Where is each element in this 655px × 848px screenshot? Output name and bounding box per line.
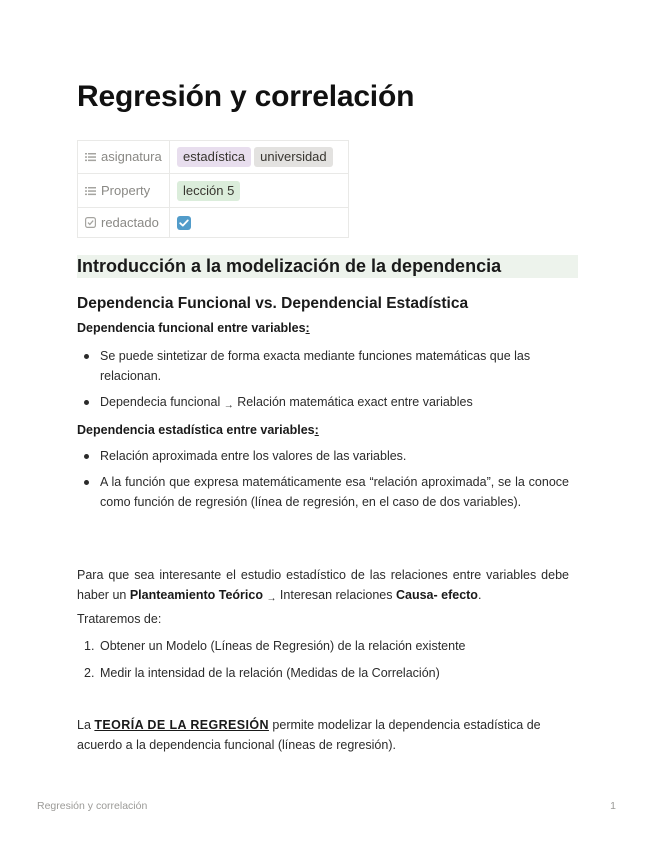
subsection-heading: Dependencia Funcional vs. Dependencial Estadística bbox=[77, 295, 469, 312]
property-value[interactable] bbox=[170, 141, 349, 174]
subheading-text: Dependencia estadística entre variables bbox=[77, 423, 315, 437]
paragraph bbox=[77, 715, 569, 755]
list-number: 2. bbox=[84, 666, 95, 680]
list-item-text: A la función que expresa matemáticamente esa “relación aproximada”, se la conoce como función de regresión (línea de regresión, en el caso de dos variables). bbox=[100, 475, 569, 509]
checked-checkbox-icon[interactable] bbox=[177, 216, 191, 230]
list-item bbox=[84, 346, 569, 386]
property-key-label: asignatura bbox=[101, 149, 162, 164]
property-row bbox=[78, 141, 349, 174]
tag-estadistica[interactable]: estadística bbox=[177, 147, 251, 167]
list-text-b: Relación matemática exact entre variables bbox=[237, 395, 473, 409]
list-text-a: Dependecia funcional bbox=[100, 395, 221, 409]
subheading-estadistica bbox=[77, 422, 319, 438]
footer-page-number: 1 bbox=[610, 800, 616, 812]
paragraph bbox=[77, 565, 569, 609]
list-icon bbox=[85, 150, 96, 165]
list-item-text: Se puede sintetizar de forma exacta mediante funciones matemáticas que las relacionan. bbox=[100, 349, 531, 383]
arrow-icon: → bbox=[223, 400, 234, 411]
bullet-icon bbox=[84, 400, 89, 405]
list-number: 1. bbox=[84, 639, 95, 653]
bold-text: Causa- efecto bbox=[395, 588, 478, 602]
footer-title: Regresión y correlación bbox=[37, 800, 148, 812]
ordered-list-item bbox=[84, 636, 569, 656]
list-icon bbox=[85, 184, 96, 199]
paragraph-text: Para que sea interesante el estudio estadístico de las relaciones entre variables debe haber un bbox=[77, 568, 569, 602]
list-item-text: Relación aproximada entre los valores de las variables. bbox=[100, 449, 407, 463]
ordered-list-item bbox=[84, 663, 569, 683]
properties-table bbox=[77, 140, 349, 238]
subheading-colon: : bbox=[305, 321, 310, 335]
paragraph-text: . bbox=[477, 588, 482, 602]
page-title: Regresión y correlación bbox=[77, 80, 415, 113]
bold-text: Planteamiento Teórico bbox=[129, 588, 263, 602]
paragraph-text: permite modelizar la dependencia estadística de acuerdo a la dependencia funcional (líneas de regresión). bbox=[77, 718, 541, 752]
property-key bbox=[78, 208, 170, 238]
property-row bbox=[78, 174, 349, 208]
list-item-text: Medir la intensidad de la relación (Medidas de la Correlación) bbox=[100, 666, 440, 680]
property-row bbox=[78, 208, 349, 238]
paragraph: Trataremos de: bbox=[77, 612, 162, 626]
bullet-icon bbox=[84, 480, 89, 485]
arrow-icon: → bbox=[266, 593, 277, 604]
property-key-label: Property bbox=[101, 182, 151, 198]
theory-link[interactable]: TEORÍA DE LA REGRESIÓN bbox=[94, 718, 269, 732]
list-item bbox=[84, 392, 569, 416]
property-key-label: redactado bbox=[101, 214, 159, 230]
tag-universidad[interactable]: universidad bbox=[254, 147, 333, 167]
list-item-text bbox=[100, 392, 569, 416]
property-key bbox=[78, 174, 170, 208]
subheading-text: Dependencia funcional entre variables bbox=[77, 321, 306, 335]
paragraph-text: Interesan relaciones bbox=[276, 588, 396, 602]
property-value[interactable] bbox=[170, 174, 349, 208]
list-item-text: Obtener un Modelo (Líneas de Regresión) de la relación existente bbox=[100, 639, 466, 653]
list-item bbox=[84, 472, 569, 512]
section-heading: Introducción a la modelización de la dependencia bbox=[77, 255, 578, 278]
property-value[interactable] bbox=[170, 208, 349, 238]
bullet-icon bbox=[84, 354, 89, 359]
paragraph-text: La bbox=[77, 718, 95, 732]
property-key bbox=[78, 141, 170, 174]
subheading-colon: : bbox=[314, 423, 319, 437]
tag-leccion[interactable]: lección 5 bbox=[177, 181, 240, 201]
subheading-funcional bbox=[77, 320, 310, 336]
bullet-icon bbox=[84, 454, 89, 459]
checkbox-icon bbox=[85, 216, 96, 231]
list-item bbox=[84, 446, 569, 466]
